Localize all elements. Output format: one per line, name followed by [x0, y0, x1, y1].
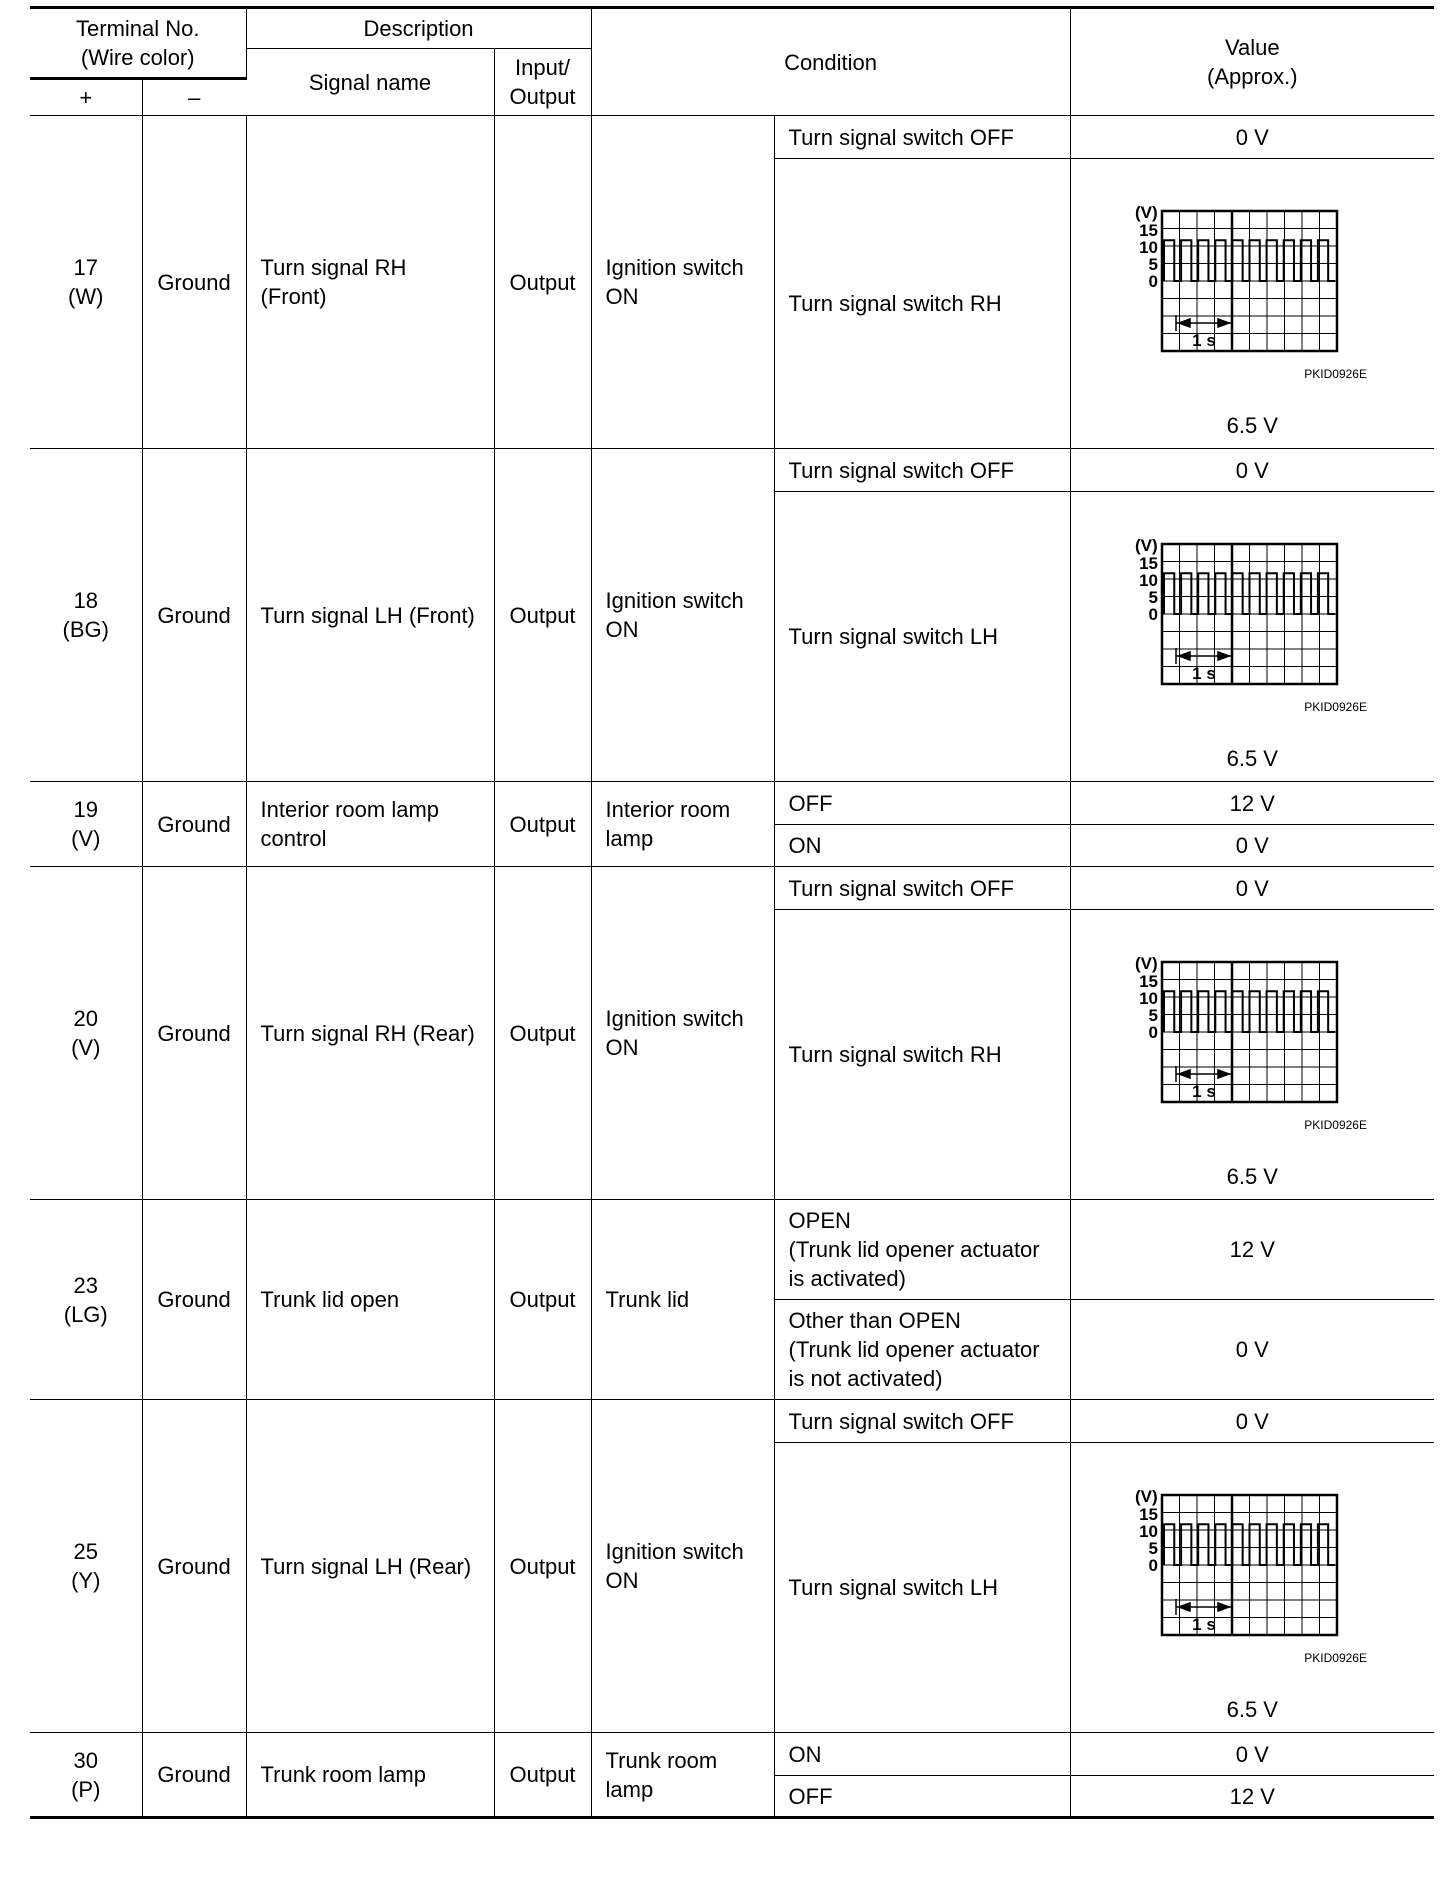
waveform-tick: 5	[1148, 1539, 1159, 1558]
value-graph-cell	[1070, 492, 1434, 782]
terminal-number: 25 (Y)	[71, 1539, 101, 1593]
sub-condition-cell: Turn signal switch OFF	[774, 1400, 1070, 1443]
value-cell: 0 V	[1070, 867, 1434, 910]
terminal-cell	[30, 782, 142, 867]
value-graph-cell	[1070, 910, 1434, 1200]
signal-name: Turn signal LH (Rear)	[260, 1553, 472, 1579]
waveform-tick: 0	[1148, 605, 1159, 624]
condition-text: Ignition switch ON	[605, 255, 744, 309]
waveform-tick: 10	[1139, 238, 1159, 257]
sub-condition-cell: Turn signal switch LH	[774, 1443, 1070, 1733]
header-terminal	[30, 8, 246, 79]
header-minus: –	[142, 79, 246, 116]
waveform-tick: 15	[1139, 221, 1159, 240]
ground-cell: Ground	[142, 782, 246, 867]
sub-condition-text: Other than OPEN (Trunk lid opener actuator is not activated)	[788, 1308, 1040, 1391]
ground-cell: Ground	[142, 116, 246, 449]
waveform-unit: (V)	[1135, 1487, 1158, 1506]
io-cell: Output	[494, 782, 591, 867]
condition-cell	[591, 1400, 774, 1733]
waveform-graph	[1132, 201, 1372, 411]
signal-name-cell	[246, 116, 494, 449]
sub-condition-cell: ON	[774, 825, 1070, 867]
time-scale-label: 1 s	[1192, 1082, 1217, 1101]
table-row	[30, 1200, 1434, 1300]
header-condition: Condition	[591, 8, 1070, 116]
terminal-table	[30, 6, 1434, 1819]
table-row	[30, 116, 1434, 159]
sub-condition-cell: Turn signal switch LH	[774, 492, 1070, 782]
condition-text: Ignition switch ON	[605, 1539, 744, 1593]
table-row	[30, 449, 1434, 492]
ground-cell: Ground	[142, 1400, 246, 1733]
terminal-cell	[30, 1400, 142, 1733]
value-cell: 0 V	[1070, 1733, 1434, 1776]
time-scale-label: 1 s	[1192, 1615, 1217, 1634]
io-cell: Output	[494, 1733, 591, 1818]
sub-condition-cell: OFF	[774, 1776, 1070, 1818]
header-terminal-text: Terminal No. (Wire color)	[76, 16, 200, 70]
value-cell: 0 V	[1070, 1300, 1434, 1400]
waveform-tick: 15	[1139, 554, 1159, 573]
signal-name-cell	[246, 449, 494, 782]
waveform-slot	[1085, 952, 1421, 1162]
header-description: Description	[246, 8, 591, 49]
sub-condition-text: OPEN (Trunk lid opener actuator is activated)	[788, 1208, 1040, 1291]
condition-cell	[591, 1733, 774, 1818]
terminal-cell	[30, 867, 142, 1200]
ground-cell: Ground	[142, 449, 246, 782]
condition-text: Ignition switch ON	[605, 588, 744, 642]
figure-code: PKID0926E	[1304, 367, 1368, 381]
waveform-tick: 10	[1139, 571, 1159, 590]
table-row	[30, 867, 1434, 910]
header-value-text: Value (Approx.)	[1207, 35, 1298, 89]
signal-name-cell	[246, 782, 494, 867]
value-text: 6.5 V	[1226, 1697, 1278, 1722]
header-plus: +	[30, 79, 142, 116]
figure-code: PKID0926E	[1304, 1118, 1368, 1132]
condition-cell	[591, 782, 774, 867]
value-cell: 0 V	[1070, 116, 1434, 159]
condition-cell	[591, 449, 774, 782]
waveform-tick: 5	[1148, 1006, 1159, 1025]
terminal-number: 19 (V)	[71, 797, 101, 851]
sub-condition-cell: Turn signal switch OFF	[774, 867, 1070, 910]
waveform-slot	[1085, 1485, 1421, 1695]
table-row	[30, 782, 1434, 825]
waveform-unit: (V)	[1135, 203, 1158, 222]
value-cell: 12 V	[1070, 782, 1434, 825]
condition-text: Trunk lid	[605, 1287, 690, 1312]
header-signal-name: Signal name	[246, 49, 494, 116]
sub-condition-cell	[774, 1200, 1070, 1300]
signal-name: Turn signal RH (Rear)	[260, 1020, 475, 1046]
io-cell: Output	[494, 449, 591, 782]
io-cell: Output	[494, 867, 591, 1200]
condition-cell	[591, 116, 774, 449]
signal-name: Trunk lid open	[260, 1287, 400, 1312]
waveform-tick: 0	[1148, 272, 1159, 291]
sub-condition-cell: Turn signal switch OFF	[774, 449, 1070, 492]
signal-name: Trunk room lamp	[260, 1762, 426, 1787]
sub-condition-cell: OFF	[774, 782, 1070, 825]
waveform-unit: (V)	[1135, 536, 1158, 555]
value-cell: 12 V	[1070, 1200, 1434, 1300]
waveform-tick: 10	[1139, 1522, 1159, 1541]
table-row	[30, 1400, 1434, 1443]
terminal-number: 20 (V)	[71, 1006, 101, 1060]
figure-code: PKID0926E	[1304, 700, 1368, 714]
time-scale-marker	[1176, 648, 1232, 664]
sub-condition-cell: ON	[774, 1733, 1070, 1776]
figure-code: PKID0926E	[1304, 1651, 1368, 1665]
waveform-graph	[1132, 952, 1372, 1162]
value-text: 6.5 V	[1226, 1164, 1278, 1189]
ground-cell: Ground	[142, 867, 246, 1200]
table-row	[30, 1733, 1434, 1776]
value-cell: 0 V	[1070, 449, 1434, 492]
value-cell: 0 V	[1070, 1400, 1434, 1443]
terminal-cell	[30, 449, 142, 782]
terminal-number: 17 (W)	[68, 255, 104, 309]
ground-cell: Ground	[142, 1200, 246, 1400]
header-value	[1070, 8, 1434, 116]
condition-text: Trunk room lamp	[605, 1747, 718, 1802]
terminal-number: 30 (P)	[71, 1747, 101, 1802]
value-text: 6.5 V	[1226, 413, 1278, 438]
waveform-graph	[1132, 534, 1372, 744]
terminal-cell	[30, 116, 142, 449]
io-cell: Output	[494, 1400, 591, 1733]
waveform-tick: 0	[1148, 1556, 1159, 1575]
terminal-number: 23 (LG)	[63, 1272, 108, 1327]
waveform-unit: (V)	[1135, 954, 1158, 973]
sub-condition-cell: Turn signal switch RH	[774, 910, 1070, 1200]
io-cell: Output	[494, 116, 591, 449]
terminal-cell	[30, 1733, 142, 1818]
condition-text: Ignition switch ON	[605, 1006, 744, 1060]
waveform-tick: 5	[1148, 588, 1159, 607]
waveform-slot	[1085, 534, 1421, 744]
sub-condition-cell: Turn signal switch RH	[774, 159, 1070, 449]
signal-name: Interior room lamp control	[260, 797, 440, 851]
signal-name-cell	[246, 867, 494, 1200]
time-scale-label: 1 s	[1192, 664, 1217, 683]
header-io	[494, 49, 591, 116]
header-io-text: Input/ Output	[509, 55, 576, 109]
condition-text: Interior room lamp	[605, 797, 731, 851]
value-cell: 0 V	[1070, 825, 1434, 867]
waveform-graph	[1132, 1485, 1372, 1695]
signal-name-cell	[246, 1200, 494, 1400]
waveform-tick: 5	[1148, 255, 1159, 274]
sub-condition-cell: Turn signal switch OFF	[774, 116, 1070, 159]
signal-name-cell	[246, 1733, 494, 1818]
condition-cell	[591, 1200, 774, 1400]
value-graph-cell	[1070, 159, 1434, 449]
time-scale-marker	[1176, 315, 1232, 331]
waveform-tick: 15	[1139, 1505, 1159, 1524]
waveform-tick: 15	[1139, 972, 1159, 991]
condition-cell	[591, 867, 774, 1200]
io-cell: Output	[494, 1200, 591, 1400]
waveform-tick: 0	[1148, 1023, 1159, 1042]
signal-name: Turn signal LH (Front)	[260, 602, 475, 628]
time-scale-marker	[1176, 1066, 1232, 1082]
terminal-number: 18 (BG)	[62, 588, 109, 642]
waveform-slot	[1085, 201, 1421, 411]
sub-condition-cell	[774, 1300, 1070, 1400]
waveform-tick: 10	[1139, 989, 1159, 1008]
signal-name: Turn signal RH (Front)	[260, 255, 407, 309]
time-scale-marker	[1176, 1599, 1232, 1615]
terminal-cell	[30, 1200, 142, 1400]
value-cell: 12 V	[1070, 1776, 1434, 1818]
ground-cell: Ground	[142, 1733, 246, 1818]
value-text: 6.5 V	[1226, 746, 1278, 771]
signal-name-cell	[246, 1400, 494, 1733]
value-graph-cell	[1070, 1443, 1434, 1733]
time-scale-label: 1 s	[1192, 331, 1217, 350]
